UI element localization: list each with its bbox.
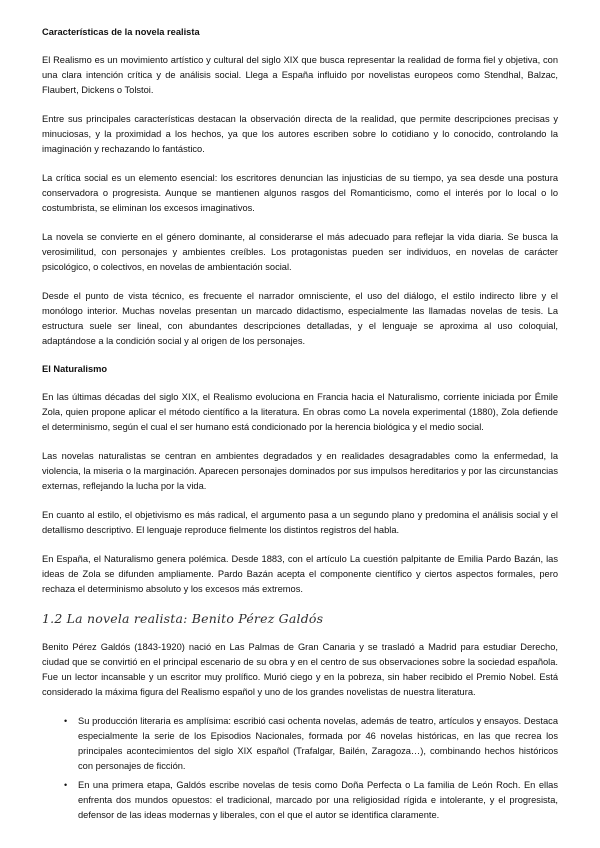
list-item bbox=[64, 778, 558, 823]
paragraph: Desde el punto de vista técnico, es frecuente el narrador omnisciente, el uso del diálogo, el estilo indirecto libre y el monólogo interior. Muchas novelas presentan un marcado didactismo, especialmente las llamadas novelas de tesis. La estructura suele ser lineal, con abundantes descripciones detalladas, y el lenguaje se aproxima al uso coloquial, adaptándose a la condición social y al origen de los personajes. bbox=[42, 291, 558, 346]
paragraph: La novela se convierte en el género dominante, al considerarse el más adecuado para reflejar la vida diaria. Se busca la verosimilitud, con personajes y ambientes creíbles. Los protagonistas pueden ser individuos, en novelas de carácter psicológico, o colectivos, en novelas de ambientación social. bbox=[42, 232, 558, 272]
paragraph: Benito Pérez Galdós (1843-1920) nació en Las Palmas de Gran Canaria y se trasladó a Madrid para estudiar Derecho, ciudad que se convirtió en el principal escenario de su obra y en el centro de sus observaciones sobre la sociedad española. Fue un lector incansable y un escritor muy prolífico. Murió ciego y en la pobreza, sin haber recibido el Premio Nobel. Está considerado la máxima figura del Realismo español y uno de los grandes novelistas de nuestra literatura. bbox=[42, 642, 558, 697]
paragraph: El Realismo es un movimiento artístico y cultural del siglo XIX que busca representar la realidad de forma fiel y objetiva, con una clara intención crítica y de análisis social. Llega a España influido por novelistas europeos como Stendhal, Balzac, Flaubert, Dickens o Tolstoi. bbox=[42, 55, 558, 95]
section-title-galdos: 1.2 La novela realista: Benito Pérez Galdós bbox=[42, 611, 324, 626]
list-item-text: Su producción literaria es amplísima: escribió casi ochenta novelas, además de teatro, artículos y ensayos. Destaca especialmente la serie de los Episodios Nacionales, formada por 46 novelas históricas, en las que recrea los principales acontecimientos del siglo XIX español (Trafalgar, Bailén, Zaragoza…), combinando hechos históricos con personajes de ficción. bbox=[78, 716, 558, 771]
bullet-list bbox=[42, 714, 558, 823]
heading-realist-novel: Características de la novela realista bbox=[42, 27, 200, 37]
paragraph: En España, el Naturalismo genera polémica. Desde 1883, con el artículo La cuestión palpitante de Emilia Pardo Bazán, las ideas de Zola se difunden ampliamente. Pardo Bazán acepta el componente científico y ciertos aspectos formales, pero rechaza el determinismo absoluto y los excesos más extremos. bbox=[42, 554, 558, 594]
list-item bbox=[64, 714, 558, 774]
paragraph: La crítica social es un elemento esencial: los escritores denuncian las injusticias de su tiempo, ya sea desde una postura conservadora o progresista. Aunque se mantienen algunos rasgos del Romanticismo, como el interés por lo local o lo costumbrista, se eliminan los excesos imaginativos. bbox=[42, 173, 558, 213]
paragraph: En las últimas décadas del siglo XIX, el Realismo evoluciona en Francia hacia el Naturalismo, corriente iniciada por Émile Zola, quien propone aplicar el método científico a la literatura. En obras como La novela experimental (1880), Zola defiende el determinismo, según el cual el ser humano está condicionado por la herencia biológica y el medio social. bbox=[42, 392, 558, 432]
list-item-text: En una primera etapa, Galdós escribe novelas de tesis como Doña Perfecta o La familia de León Roch. En ellas enfrenta dos mundos opuestos: el tradicional, marcado por una religiosidad rígida e intolerante, y el progresista, defensor de las ideas modernas y liberales, con el que el autor se identifica claramente. bbox=[78, 780, 558, 820]
paragraph: Las novelas naturalistas se centran en ambientes degradados y en realidades desagradables como la enfermedad, la violencia, la miseria o la marginación. Aparecen personajes dominados por sus impulsos hereditarios y por las circunstancias externas, reflejando la lucha por la vida. bbox=[42, 451, 558, 491]
bullet-icon: • bbox=[64, 716, 68, 726]
bullet-icon: • bbox=[64, 780, 68, 790]
paragraph: Entre sus principales características destacan la observación directa de la realidad, que permite descripciones precisas y minuciosas, y la proximidad a los hechos, ya que los autores escriben sobre lo cotidiano y lo conocido, controlando la imaginación y rechazando lo fantástico. bbox=[42, 114, 558, 154]
heading-naturalism: El Naturalismo bbox=[42, 364, 108, 374]
paragraph: En cuanto al estilo, el objetivismo es más radical, el argumento pasa a un segundo plano y predomina el análisis social y el detallismo descriptivo. El lenguaje reproduce fielmente los distintos registros del habla. bbox=[42, 510, 558, 535]
